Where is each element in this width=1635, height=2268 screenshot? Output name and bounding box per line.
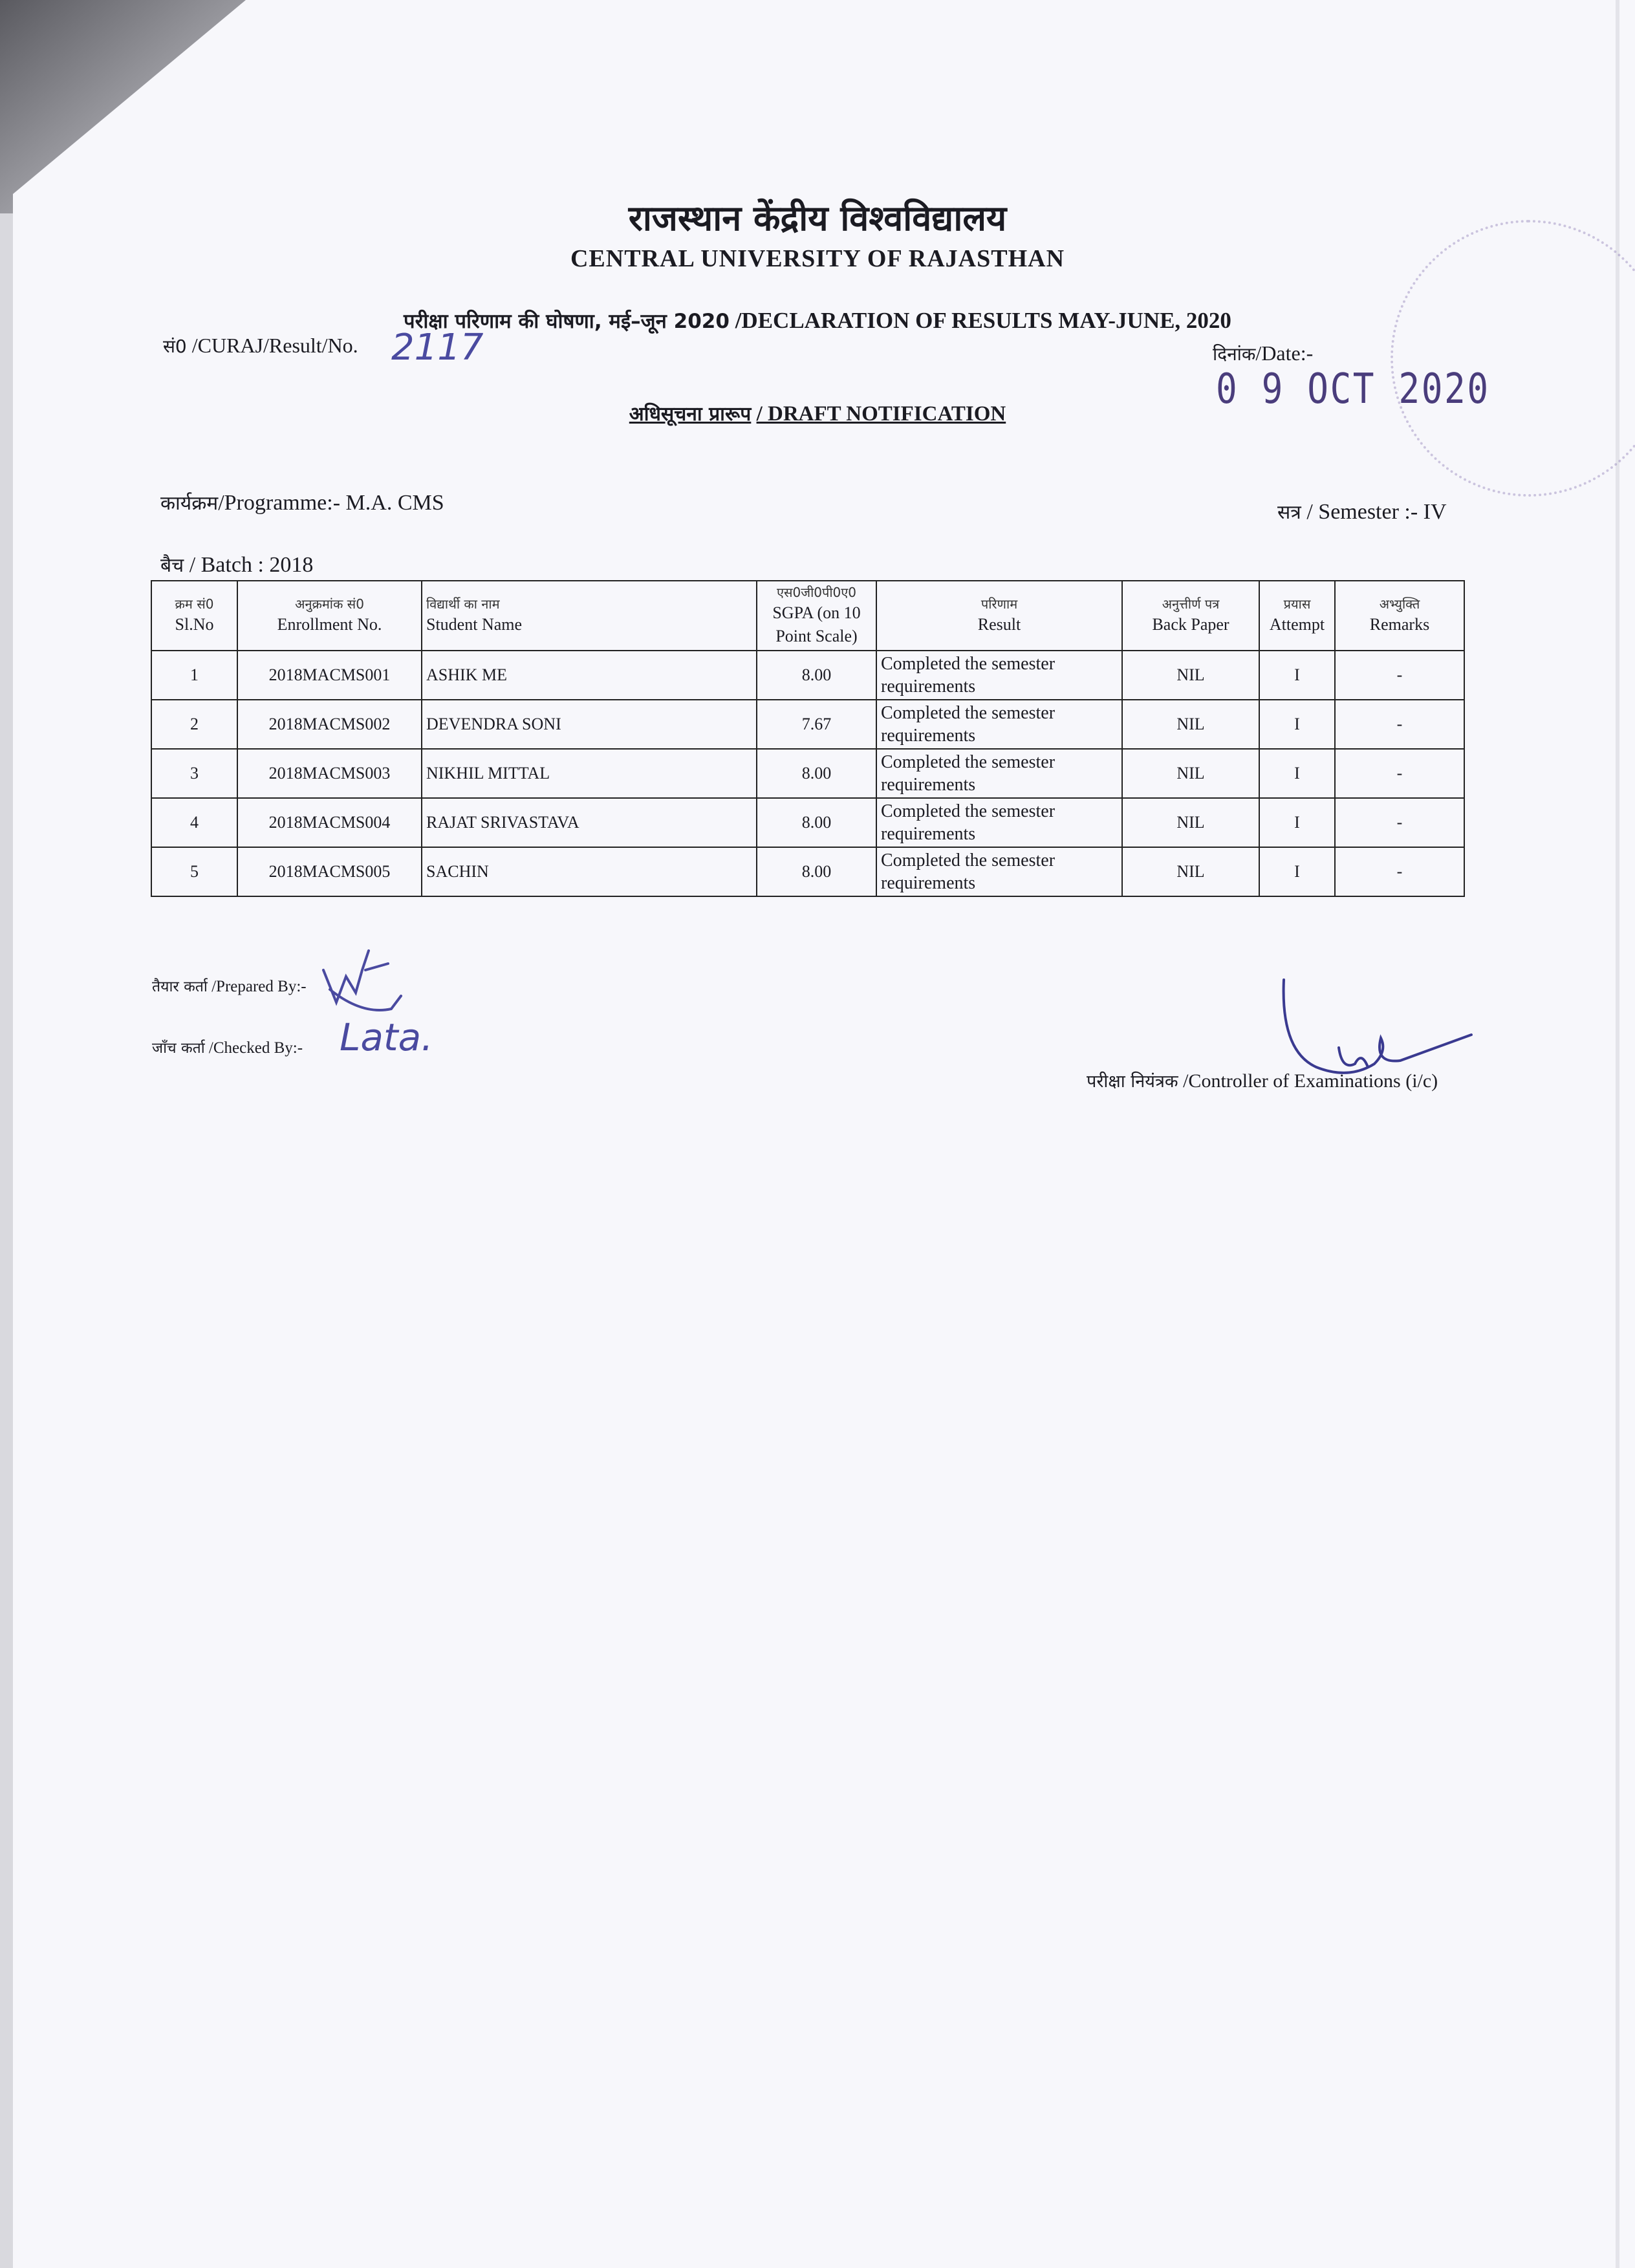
cell-result: Completed the semester requirements [876, 700, 1122, 749]
reference-label-hindi: सं0 [163, 336, 187, 357]
cell-enrollment: 2018MACMS002 [237, 700, 422, 749]
university-title-hindi: राजस्थान केंद्रीय विश्वविद्यालय [628, 198, 1007, 239]
programme-info [160, 489, 444, 515]
declaration-heading [0, 307, 1635, 334]
table-header-row [151, 581, 1464, 651]
results-table [151, 580, 1465, 897]
date-label [1213, 341, 1313, 366]
draft-english: / DRAFT NOTIFICATION [756, 402, 1006, 426]
cell-result: Completed the semester requirements [876, 847, 1122, 896]
header-student-name: विद्यार्थी का नाम Student Name [422, 581, 757, 651]
batch-label-hindi: बैच [160, 554, 184, 577]
controller-signature [1277, 973, 1478, 1083]
table-row [151, 700, 1464, 749]
controller-of-examinations [1087, 1068, 1438, 1092]
cell-sl-no: 5 [151, 847, 237, 896]
cell-remarks: - [1335, 798, 1464, 847]
programme-label-hindi: कार्यक्रम [160, 492, 219, 515]
cell-sl-no: 3 [151, 749, 237, 798]
reference-number-handwritten: 2117 [391, 327, 484, 369]
cell-attempt: I [1259, 798, 1335, 847]
cell-remarks: - [1335, 749, 1464, 798]
cell-sgpa: 8.00 [757, 847, 876, 896]
batch-value: / Batch : 2018 [189, 553, 314, 577]
cell-student-name: RAJAT SRIVASTAVA [422, 798, 757, 847]
controller-english: /Controller of Examinations (i/c) [1183, 1070, 1438, 1092]
cell-sgpa: 7.67 [757, 700, 876, 749]
cell-sl-no: 2 [151, 700, 237, 749]
header-result: परिणाम Result [876, 581, 1122, 651]
cell-enrollment: 2018MACMS003 [237, 749, 422, 798]
date-stamp: 0 9 OCT 2020 [1216, 365, 1490, 413]
table-row [151, 798, 1464, 847]
cell-enrollment: 2018MACMS004 [237, 798, 422, 847]
reference-label-english: /CURAJ/Result/No. [191, 334, 358, 357]
programme-value: /Programme:- M.A. CMS [218, 491, 444, 515]
batch-info [160, 551, 313, 578]
cell-enrollment: 2018MACMS005 [237, 847, 422, 896]
checked-by-english: /Checked By:- [208, 1039, 303, 1057]
cell-back-paper: NIL [1122, 798, 1259, 847]
cell-back-paper: NIL [1122, 651, 1259, 700]
controller-hindi: परीक्षा नियंत्रक [1087, 1072, 1178, 1092]
cell-student-name: ASHIK ME [422, 651, 757, 700]
checked-by-label [152, 1037, 303, 1057]
draft-hindi: अधिसूचना प्रारूप [629, 403, 752, 426]
cell-student-name: DEVENDRA SONI [422, 700, 757, 749]
cell-back-paper: NIL [1122, 700, 1259, 749]
table-row [151, 651, 1464, 700]
prepared-by-label [152, 975, 307, 996]
cell-attempt: I [1259, 651, 1335, 700]
header-remarks: अभ्युक्ति Remarks [1335, 581, 1464, 651]
prepared-by-english: /Prepared By:- [211, 978, 307, 995]
table-row [151, 749, 1464, 798]
cell-student-name: NIKHIL MITTAL [422, 749, 757, 798]
cell-sl-no: 1 [151, 651, 237, 700]
semester-info [1277, 498, 1447, 524]
university-title-english: CENTRAL UNIVERSITY OF RAJASTHAN [570, 245, 1065, 272]
cell-sgpa: 8.00 [757, 749, 876, 798]
cell-back-paper: NIL [1122, 749, 1259, 798]
cell-sgpa: 8.00 [757, 651, 876, 700]
cell-sgpa: 8.00 [757, 798, 876, 847]
cell-enrollment: 2018MACMS001 [237, 651, 422, 700]
cell-remarks: - [1335, 700, 1464, 749]
cell-attempt: I [1259, 700, 1335, 749]
cell-sl-no: 4 [151, 798, 237, 847]
semester-value: / Semester :- IV [1306, 500, 1447, 524]
date-label-hindi: दिनांक [1213, 343, 1256, 365]
cell-result: Completed the semester requirements [876, 651, 1122, 700]
semester-label-hindi: सत्र [1277, 501, 1301, 524]
cell-result: Completed the semester requirements [876, 749, 1122, 798]
checked-by-signature: Lata. [340, 1015, 433, 1059]
declaration-hindi: परीक्षा परिणाम की घोषणा, मई–जून 2020 [404, 310, 730, 333]
header-sgpa: एस0जी0पी0ए0 SGPA (on 10 Point Scale) [757, 581, 876, 651]
date-label-english: /Date:- [1255, 341, 1314, 365]
cell-remarks: - [1335, 847, 1464, 896]
reference-number [163, 334, 358, 358]
declaration-english: /DECLARATION OF RESULTS MAY-JUNE, 2020 [735, 308, 1231, 333]
cell-attempt: I [1259, 749, 1335, 798]
cell-attempt: I [1259, 847, 1335, 896]
header-attempt: प्रयास Attempt [1259, 581, 1335, 651]
draft-notification-heading [0, 400, 1635, 426]
checked-by-hindi: जाँच कर्ता [152, 1040, 205, 1057]
prepared-by-hindi: तैयार कर्ता [152, 978, 208, 995]
cell-remarks: - [1335, 651, 1464, 700]
cell-back-paper: NIL [1122, 847, 1259, 896]
cell-result: Completed the semester requirements [876, 798, 1122, 847]
cell-student-name: SACHIN [422, 847, 757, 896]
header-enrollment: अनुक्रमांक सं0 Enrollment No. [237, 581, 422, 651]
header-sl-no: क्रम सं0 Sl.No [151, 581, 237, 651]
header-back-paper: अनुत्तीर्ण पत्र Back Paper [1122, 581, 1259, 651]
table-row [151, 847, 1464, 896]
